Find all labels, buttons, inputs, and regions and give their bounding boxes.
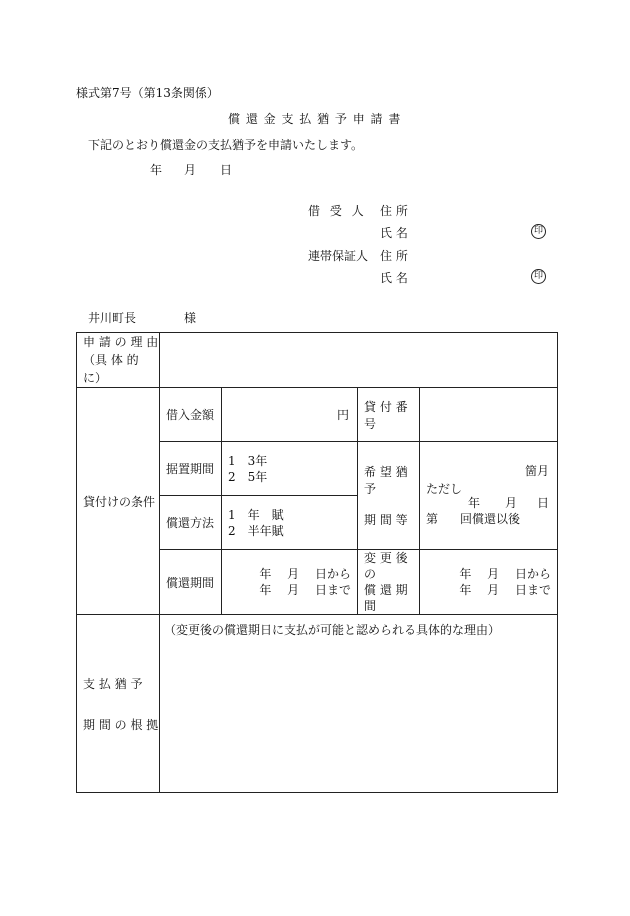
reason-label: 申 請 の 理 由 (83, 335, 159, 349)
intro-text: 下記のとおり償還金の支払猶予を申請いたします。 (88, 138, 364, 152)
desired-installment-prefix: 第 (426, 512, 439, 526)
date-day-label: 日 (220, 163, 233, 177)
reason-sublabel: （具 体 的 に） (83, 353, 139, 385)
desired-period-input[interactable] (420, 442, 558, 550)
borrower-address-label: 住 所 (380, 204, 408, 218)
document-title: 償 還 金 支 払 猶 予 申 請 書 (228, 112, 402, 126)
method-option-annual[interactable]: 1 年 賦 (228, 507, 284, 522)
changed-period-from: 年 月 日から (459, 567, 551, 581)
repayment-period-input[interactable] (222, 550, 358, 615)
changed-period-sublabel: 償 還 期 間 (364, 583, 408, 613)
desired-period-label-cell (358, 442, 420, 550)
repayment-period-label: 償還期間 (160, 550, 222, 615)
deferment-options[interactable] (222, 442, 358, 496)
reason-label-cell (77, 333, 160, 388)
borrower-label: 借 受 人 (308, 204, 367, 218)
date-year-label: 年 (150, 163, 163, 177)
changed-period-label: 変 更 後 の (364, 551, 408, 581)
guarantor-name-label: 氏 名 (380, 271, 408, 285)
method-option-semiannual[interactable]: 2 半年賦 (228, 523, 284, 538)
repayment-period-to: 年 月 日まで (259, 583, 351, 597)
seal-icon: 印 (531, 269, 546, 284)
application-form-table (76, 332, 558, 793)
desired-year-unit: 年 (468, 496, 481, 510)
conditions-label: 貸付けの条件 (77, 388, 160, 615)
form-number: 様式第7号（第13条関係） (76, 86, 219, 100)
addressee-honorific: 様 (184, 311, 197, 325)
desired-period-label: 希 望 猶 予 (364, 465, 408, 496)
loan-number-label: 貸 付 番 号 (358, 388, 420, 442)
loan-number-input[interactable] (420, 388, 558, 442)
yen-unit: 円 (336, 408, 349, 422)
date-month-label: 月 (184, 163, 197, 177)
desired-months-unit: 箇月 (524, 464, 549, 478)
repayment-method-options[interactable] (222, 496, 358, 550)
deferment-option-2[interactable]: 2 5年 (228, 469, 268, 484)
loan-amount-input[interactable] (222, 388, 358, 442)
desired-month-unit: 月 (505, 496, 518, 510)
desired-period-sublabel: 期 間 等 (364, 513, 408, 527)
seal-icon: 印 (531, 224, 546, 239)
borrower-name-label: 氏 名 (380, 226, 408, 240)
basis-note: （変更後の償還期日に支払が可能と認められる具体的な理由） (164, 623, 501, 637)
changed-period-to: 年 月 日まで (459, 583, 551, 597)
changed-period-input[interactable] (420, 550, 558, 615)
desired-however-label: ただし (426, 482, 463, 496)
addressee-name: 井川町長 (88, 311, 137, 325)
deferment-label: 据置期間 (160, 442, 222, 496)
basis-sublabel: 期 間 の 根 拠 (83, 717, 159, 732)
basis-label: 支 払 猶 予 (83, 676, 143, 691)
desired-day-unit: 日 (536, 496, 549, 510)
changed-period-label-cell (358, 550, 420, 615)
repayment-method-label: 償還方法 (160, 496, 222, 550)
loan-amount-label: 借入金額 (160, 388, 222, 442)
desired-installment-suffix: 回償還以後 (460, 512, 521, 526)
deferment-option-1[interactable]: 1 3年 (228, 453, 268, 468)
basis-input[interactable] (160, 615, 558, 793)
guarantor-address-label: 住 所 (380, 249, 408, 263)
guarantor-label: 連帯保証人 (308, 249, 369, 263)
basis-label-cell (77, 615, 160, 793)
reason-input[interactable] (160, 333, 558, 388)
repayment-period-from: 年 月 日から (259, 567, 351, 581)
